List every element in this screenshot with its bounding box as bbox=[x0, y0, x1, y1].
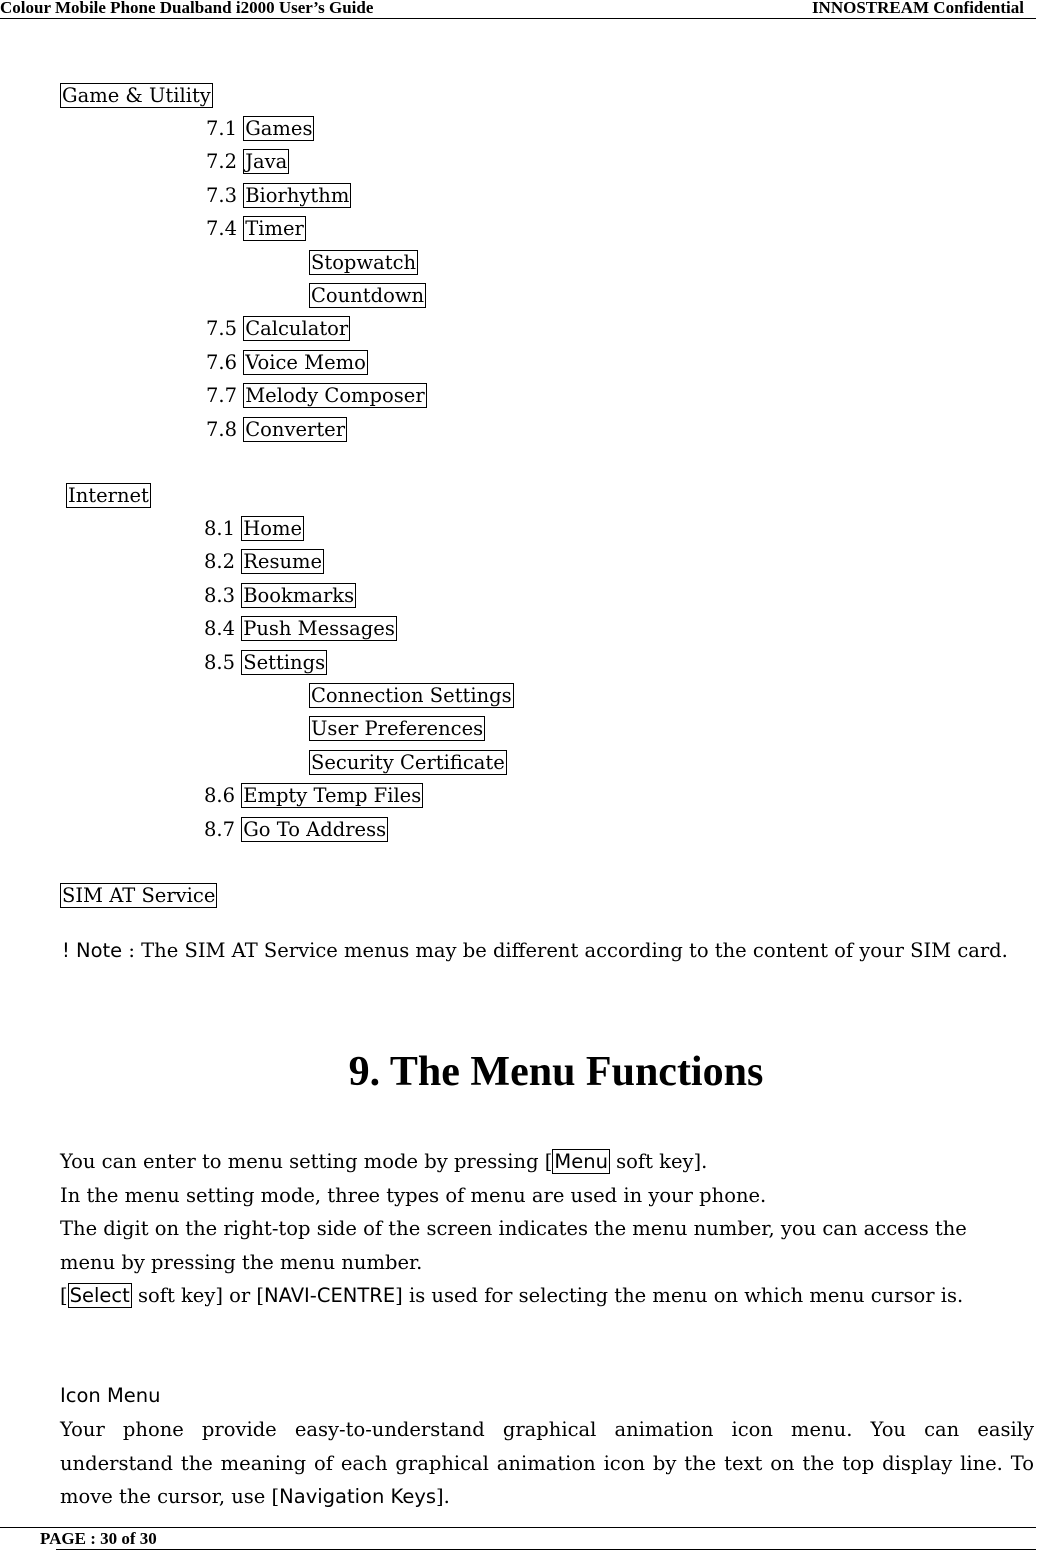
menu-key: Menu bbox=[554, 1150, 608, 1173]
menu-item-number: 8.2 bbox=[204, 550, 236, 574]
intro-line-2: In the menu setting mode, three types of menu are used in your phone. bbox=[60, 1183, 767, 1207]
menu-item-number: 7.8 bbox=[206, 417, 238, 441]
menu-item-label: Games bbox=[245, 117, 313, 140]
header-rule bbox=[0, 18, 1036, 19]
footer-rule-bottom bbox=[56, 1549, 1036, 1550]
menu-item-number: 7.7 bbox=[206, 384, 238, 408]
menu-item bbox=[309, 716, 485, 742]
menu-item bbox=[204, 616, 397, 642]
internet-title: Internet bbox=[68, 484, 149, 507]
menu-item-label: Security Certificate bbox=[311, 750, 505, 774]
menu-item bbox=[204, 516, 304, 542]
menu-item bbox=[204, 583, 356, 609]
menu-item-label: Melody Composer bbox=[245, 384, 425, 408]
menu-item-label: Go To Address bbox=[243, 817, 387, 841]
menu-item-number: 8.5 bbox=[204, 650, 236, 674]
menu-item-number: 7.5 bbox=[206, 317, 238, 341]
icon-menu-title: Icon Menu bbox=[60, 1384, 161, 1407]
section-heading: 9. The Menu Functions bbox=[348, 1049, 764, 1095]
menu-item-number: 7.6 bbox=[206, 350, 238, 374]
select-key: Select bbox=[69, 1284, 130, 1307]
menu-item bbox=[206, 350, 368, 376]
menu-item-number: 7.4 bbox=[206, 217, 238, 241]
menu-item-label: Stopwatch bbox=[311, 250, 417, 274]
menu-item-label: Connection Settings bbox=[311, 684, 512, 707]
menu-item-label: Timer bbox=[245, 217, 304, 241]
menu-item-label: User Preferences bbox=[311, 717, 484, 741]
header-confidential: INNOSTREAM Confidential bbox=[811, 0, 1024, 17]
menu-item-label: Bookmarks bbox=[243, 583, 355, 607]
menu-item-label: Converter bbox=[245, 417, 346, 441]
menu-item bbox=[206, 417, 347, 443]
intro-line-4: [ Select soft key] or [NAVI-CENTRE] is used for selecting the menu on which menu cursor is. bbox=[60, 1284, 964, 1307]
icon-menu-paragraph: Your phone provide easy-to-understand graphical animation icon menu. You can easily understand the meaning of each graphical animation icon by the text on the top display line. To move the cursor, use [Navigation Keys]. bbox=[60, 1418, 1034, 1508]
menu-item-number: 8.1 bbox=[204, 517, 236, 540]
menu-item bbox=[206, 116, 314, 142]
header-doc-title: Colour Mobile Phone Dualband i2000 User’s Guide bbox=[0, 0, 374, 17]
menu-item-label: Resume bbox=[243, 550, 323, 574]
menu-item bbox=[204, 549, 324, 575]
intro-line-1: You can enter to menu setting mode by pressing [ Menu soft key]. bbox=[60, 1150, 708, 1173]
menu-item-number: 7.3 bbox=[206, 183, 238, 207]
menu-item-label: Calculator bbox=[245, 317, 349, 341]
menu-item-number: 8.3 bbox=[204, 583, 236, 607]
menu-item-label: Biorhythm bbox=[245, 183, 350, 207]
menu-item bbox=[204, 650, 327, 676]
menu-item bbox=[309, 283, 426, 309]
menu-item-label: Empty Temp Files bbox=[243, 784, 422, 808]
menu-item-number: 7.2 bbox=[206, 150, 238, 174]
menu-item-label: Home bbox=[243, 517, 302, 540]
menu-item-number: 7.1 bbox=[206, 117, 238, 140]
menu-item bbox=[309, 683, 514, 709]
menu-item-label: Settings bbox=[243, 650, 326, 674]
menu-item bbox=[204, 783, 423, 809]
menu-item bbox=[206, 183, 351, 209]
navigation-keys: Navigation Keys bbox=[279, 1485, 437, 1508]
menu-item-label: Voice Memo bbox=[245, 350, 366, 374]
menu-intro bbox=[60, 1145, 1020, 1313]
footer-page-number: PAGE : 30 of 30 bbox=[40, 1529, 157, 1548]
menu-item bbox=[206, 216, 306, 242]
menu-item bbox=[309, 250, 418, 276]
menu-item-number: 8.4 bbox=[204, 617, 236, 641]
navi-centre-key: NAVI-CENTRE bbox=[264, 1284, 396, 1307]
game-utility-title: Game & Utility bbox=[62, 84, 211, 107]
menu-item-label: Java bbox=[245, 150, 288, 174]
menu-item-number: 8.6 bbox=[204, 784, 236, 808]
menu-item bbox=[206, 149, 289, 175]
footer-rule-top bbox=[0, 1527, 1036, 1528]
menu-item bbox=[206, 383, 427, 409]
menu-item-label: Countdown bbox=[311, 284, 425, 307]
menu-item bbox=[204, 817, 388, 843]
menu-item-label: Push Messages bbox=[243, 617, 395, 641]
menu-item bbox=[309, 750, 507, 776]
intro-line-3: The digit on the right-top side of the screen indicates the menu number, you can access the menu by pressing the menu number. bbox=[60, 1217, 967, 1274]
menu-item-number: 8.7 bbox=[204, 817, 236, 841]
sim-at-service-title: SIM AT Service bbox=[62, 884, 216, 907]
sim-note: ! Note : The SIM AT Service menus may be different according to the content of your SIM card. bbox=[62, 939, 1008, 962]
menu-item bbox=[206, 316, 350, 342]
